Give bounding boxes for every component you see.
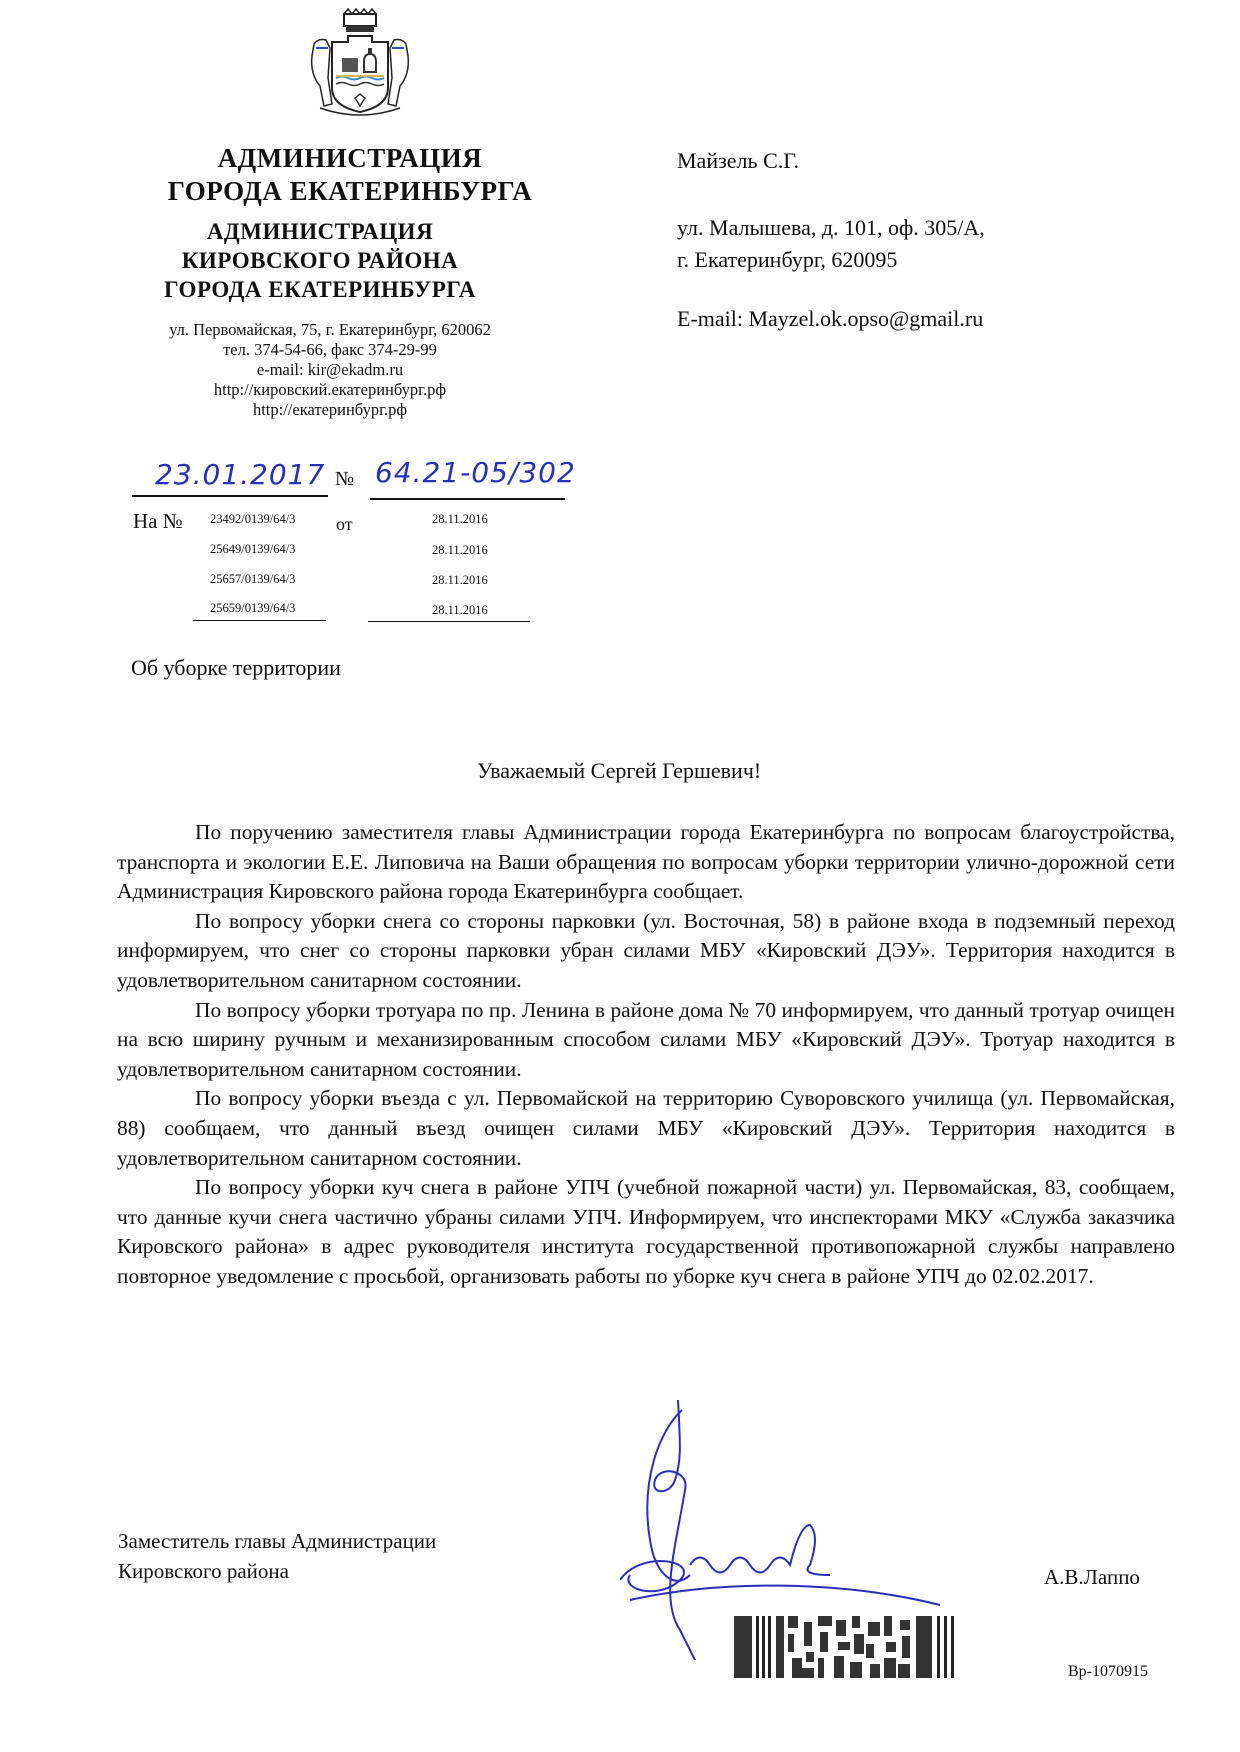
reference-label: На № xyxy=(133,509,183,533)
recipient-address xyxy=(677,212,985,276)
signer-name: А.В.Лаппо xyxy=(1044,1565,1140,1589)
signer-title-line: Заместитель главы Администрации xyxy=(118,1529,437,1553)
reference-number: 23492/0139/64/3 xyxy=(210,512,296,526)
reference-number: 25649/0139/64/3 xyxy=(210,542,296,556)
heading-line: ГОРОДА ЕКАТЕРИНБУРГА xyxy=(167,176,533,206)
reference-date: 28.11.2016 xyxy=(432,512,488,526)
reference-number: 25659/0139/64/3 xyxy=(210,601,296,615)
document-code: Вр-1070915 xyxy=(1068,1663,1148,1680)
heading-line: КИРОВСКОГО РАЙОНА xyxy=(181,248,459,273)
barcode-icon xyxy=(734,1614,964,1680)
reference-date: 28.11.2016 xyxy=(432,573,488,587)
number-sign: № xyxy=(335,468,355,490)
reference-underline xyxy=(368,621,530,622)
heading-line: АДМИНИСТРАЦИЯ xyxy=(206,219,434,244)
sender-website-city: http://екатеринбург.рф xyxy=(252,400,408,419)
letter-body xyxy=(117,818,1175,1292)
body-paragraph: По вопросу уборки снега со стороны парковки (ул. Восточная, 58) в районе входа в подземный переход информируем, что снег со стороны парковки убран силами МБУ «Кировский ДЭУ». Территория находится в удовлетворительном санитарном состоянии. xyxy=(117,908,1175,992)
heading-line: ГОРОДА ЕКАТЕРИНБУРГА xyxy=(164,277,476,302)
reference-date: 28.11.2016 xyxy=(432,603,488,617)
from-label: от xyxy=(336,514,353,534)
signer-title-line: Кировского района xyxy=(118,1559,289,1583)
letter-subject: Об уборке территории xyxy=(131,655,341,680)
number-underline xyxy=(370,498,565,500)
city-administration-heading xyxy=(120,142,580,208)
sender-email: e-mail: kir@ekadm.ru xyxy=(256,360,404,379)
date-underline xyxy=(132,495,328,497)
sender-address: ул. Первомайская, 75, г. Екатеринбург, 620062 xyxy=(169,320,491,339)
body-paragraph: По вопросу уборки тротуара по пр. Ленина в районе дома № 70 информируем, что данный тротуар очищен на всю ширину ручным и механизированным способом силами МБУ «Кировский ДЭУ». Тротуар находится в удовлетворительном санитарном состоянии. xyxy=(117,997,1175,1081)
sender-phone: тел. 374-54-66, факс 374-29-99 xyxy=(223,340,437,359)
recipient-name: Майзель С.Г. xyxy=(677,148,799,173)
sender-website-district: http://кировский.екатеринбург.рф xyxy=(213,380,447,399)
reference-underline xyxy=(193,620,326,621)
body-paragraph: По вопросу уборки куч снега в районе УПЧ (учебной пожарной части) ул. Первомайская, 83, сообщаем, что данные кучи снега частично убраны силами УПЧ. Информируем, что инспекторами МКУ «Служба заказчика Кировского района» в адрес руководителя института государственной противопожарной службы направлено повторное уведомление с просьбой, организовать работы по уборке куч снега в районе УПЧ до 02.02.2017. xyxy=(117,1175,1175,1288)
recipient-address-line: г. Екатеринбург, 620095 xyxy=(677,247,898,272)
body-paragraph: По поручению заместителя главы Администрации города Екатеринбурга по вопросам благоустройства, транспорта и экологии Е.Е. Липовича на Ваши обращения по вопросам уборки территории улично-дорожной сети Администрация Кировского района города Екатеринбурга сообщает. xyxy=(117,820,1175,904)
reference-number: 25657/0139/64/3 xyxy=(210,572,296,586)
district-administration-heading xyxy=(120,217,520,304)
signer-title xyxy=(118,1526,436,1586)
body-paragraph: По вопросу уборки въезда с ул. Первомайской на территорию Суворовского училища (ул. Первомайская, 88) сообщаем, что данный въезд очищен силами МБУ «Кировский ДЭУ». Территория находится в удовлетворительном санитарном состоянии. xyxy=(117,1086,1175,1170)
outgoing-number: 64.21-05/302 xyxy=(375,456,576,489)
recipient-address-line: ул. Малышева, д. 101, оф. 305/А, xyxy=(677,215,985,240)
sender-contacts xyxy=(130,320,530,420)
coat-of-arms-icon xyxy=(300,8,420,120)
outgoing-date: 23.01.2017 xyxy=(155,458,326,491)
reference-date: 28.11.2016 xyxy=(432,543,488,557)
recipient-email: E-mail: Mayzel.ok.opso@gmail.ru xyxy=(677,306,984,331)
salutation: Уважаемый Сергей Гершевич! xyxy=(477,758,762,783)
heading-line: АДМИНИСТРАЦИЯ xyxy=(217,143,483,173)
